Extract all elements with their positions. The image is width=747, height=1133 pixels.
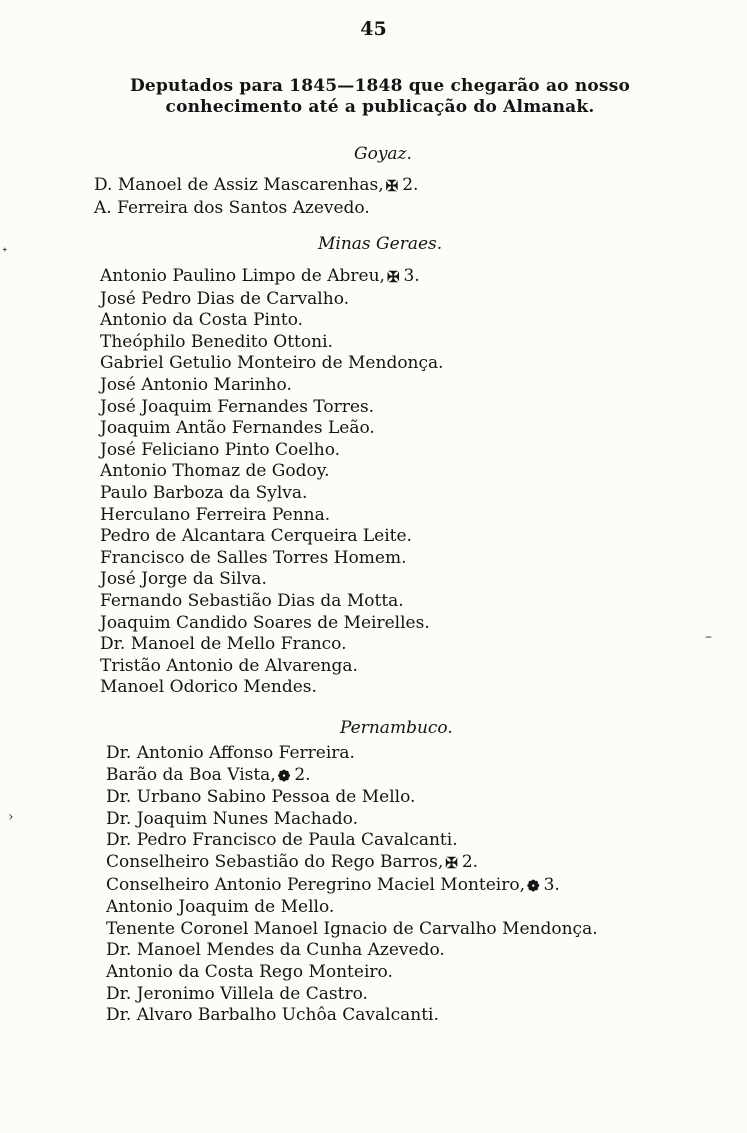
deputy-entry [106, 1005, 598, 1027]
deputy-name: José Feliciano Pinto Coelho. [100, 439, 341, 460]
deputy-name: Antonio Joaquim de Mello. [106, 897, 335, 918]
deputy-list-goyaz [94, 175, 418, 219]
cross-icon: ✠ [385, 177, 399, 195]
deputy-entry [94, 175, 418, 198]
order-degree: 3. [403, 266, 420, 286]
cross-icon: ✠ [445, 853, 458, 872]
deputy-name: Tenente Coronel Manoel Ignacio de Carvalho Mendonça. [106, 918, 598, 939]
deputy-entry [106, 852, 598, 875]
deputy-name: José Jorge da Silva. [100, 569, 267, 590]
deputy-entry [100, 591, 444, 613]
deputy-entry [100, 418, 444, 440]
rose-icon: ❁ [277, 766, 291, 785]
deputy-name: Conselheiro Antonio Peregrino Maciel Monteiro, [106, 874, 525, 895]
deputy-name: Paulo Barboza da Sylva. [100, 482, 308, 503]
deputy-entry [106, 743, 598, 765]
deputy-name: Dr. Urbano Sabino Pessoa de Mello. [106, 787, 416, 808]
page-heading [70, 76, 690, 118]
order-degree: 3. [543, 874, 560, 895]
deputy-entry [106, 809, 598, 831]
deputy-name: José Joaquim Fernandes Torres. [100, 396, 375, 417]
rose-icon: ❁ [526, 876, 540, 895]
deputy-name: Antonio da Costa Rego Monteiro. [106, 961, 393, 982]
deputy-entry [100, 613, 444, 635]
deputy-name: Joaquim Antão Fernandes Leão. [100, 418, 375, 439]
deputy-entry [106, 787, 598, 809]
deputy-name: José Pedro Dias de Carvalho. [100, 288, 350, 309]
deputy-name: Dr. Manoel Mendes da Cunha Azevedo. [106, 940, 445, 961]
deputy-entry [106, 830, 598, 852]
deputy-entry [100, 526, 444, 548]
deputy-entry [100, 656, 444, 678]
cross-icon: ✠ [386, 268, 400, 286]
deputy-name: Dr. Joaquim Nunes Machado. [106, 808, 359, 829]
deputy-entry [106, 897, 598, 919]
deputy-name: A. Ferreira dos Santos Azevedo. [94, 197, 370, 218]
deputy-entry [100, 440, 444, 462]
deputy-name: Gabriel Getulio Monteiro de Mendonça. [100, 353, 444, 374]
deputy-name: Fernando Sebastião Dias da Motta. [100, 590, 404, 611]
deputy-name: Tristão Antonio de Alvarenga. [100, 655, 358, 676]
deputy-entry [106, 765, 598, 788]
deputy-entry [106, 919, 598, 941]
order-degree: 2. [294, 764, 311, 785]
deputy-name: Conselheiro Sebastião do Rego Barros, [106, 851, 444, 872]
deputy-name: Dr. Manoel de Mello Franco. [100, 634, 347, 655]
heading-line-2: conhecimento até a publicação do Almanak. [165, 97, 595, 117]
deputy-entry [106, 962, 598, 984]
deputy-entry [106, 940, 598, 962]
deputy-name: D. Manoel de Assiz Mascarenhas, [94, 175, 384, 195]
deputy-entry [94, 198, 418, 220]
deputy-entry [100, 310, 444, 332]
deputy-name: Manoel Odorico Mendes. [100, 677, 317, 698]
deputy-entry [100, 677, 444, 699]
section-title-pernambuco: Pernambuco. [340, 718, 453, 738]
deputy-name: Theóphilo Benedito Ottoni. [100, 331, 333, 352]
deputy-entry [100, 289, 444, 311]
order-degree: 2. [461, 851, 479, 872]
heading-line-1: Deputados para 1845—1848 que chegarão ao nosso [129, 76, 631, 96]
deputy-name: Pedro de Alcantara Cerqueira Leite. [100, 526, 412, 547]
scan-speck: – [705, 629, 712, 645]
deputy-name: Joaquim Candido Soares de Meirelles. [100, 612, 430, 633]
deputy-name: Dr. Antonio Affonso Ferreira. [106, 743, 355, 763]
deputy-name: Dr. Alvaro Barbalho Uchôa Cavalcanti. [106, 1005, 439, 1026]
deputy-name: Francisco de Salles Torres Homem. [100, 547, 407, 568]
section-title-minas-geraes: Minas Geraes. [318, 234, 443, 254]
deputy-entry [100, 634, 444, 656]
deputy-entry [100, 461, 444, 483]
deputy-entry [100, 375, 444, 397]
deputy-name: Dr. Pedro Francisco de Paula Cavalcanti. [106, 830, 458, 851]
deputy-name: José Antonio Marinho. [100, 374, 292, 395]
deputy-name: Antonio Paulino Limpo de Abreu, [100, 266, 385, 286]
deputy-entry [100, 548, 444, 570]
deputy-name: Dr. Jeronimo Villela de Castro. [106, 983, 368, 1004]
deputy-entry [100, 332, 444, 354]
deputy-name: Antonio Thomaz de Godoy. [100, 461, 330, 482]
deputy-name: Herculano Ferreira Penna. [100, 504, 331, 525]
page-number: 45 [360, 18, 387, 40]
deputy-name: Barão da Boa Vista, [106, 764, 276, 785]
scan-speck: › [8, 809, 14, 825]
deputy-list-minas-geraes [100, 266, 444, 699]
deputy-entry [106, 875, 598, 898]
section-title-goyaz: Goyaz. [354, 144, 412, 164]
deputy-entry [100, 505, 444, 527]
deputy-entry [100, 483, 444, 505]
deputy-entry [100, 397, 444, 419]
scan-speck: ᐩ [2, 245, 8, 261]
order-degree: 2. [402, 175, 419, 195]
deputy-entry [100, 266, 444, 289]
deputy-entry [100, 569, 444, 591]
deputy-name: Antonio da Costa Pinto. [100, 310, 304, 331]
deputy-list-pernambuco [106, 743, 598, 1027]
deputy-entry [100, 353, 444, 375]
deputy-entry [106, 984, 598, 1006]
